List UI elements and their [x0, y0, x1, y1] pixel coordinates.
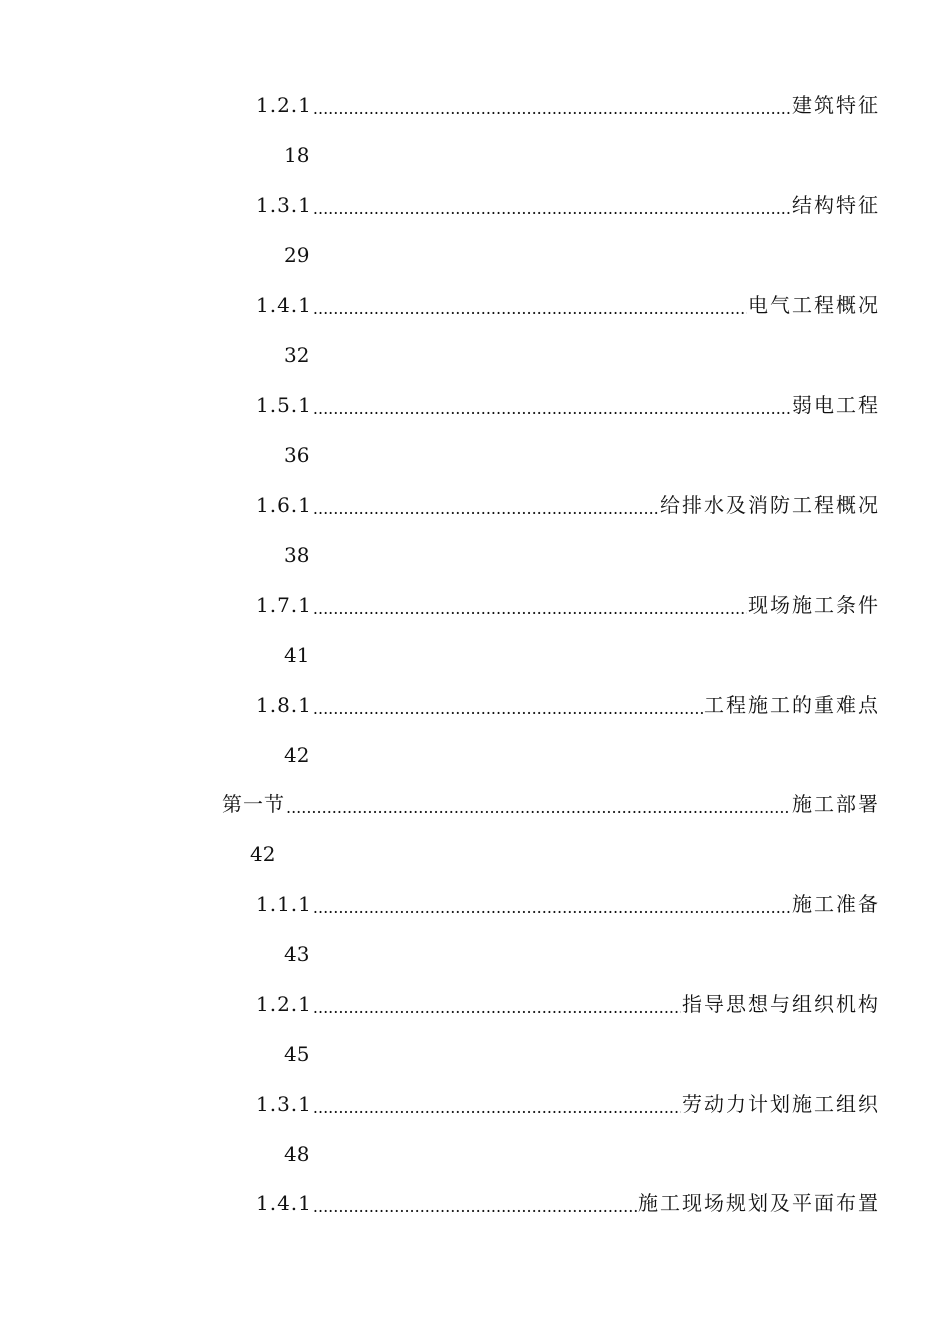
- toc-section-number: 第一节: [222, 792, 285, 816]
- dot-leader: [313, 197, 791, 215]
- dot-leader: [313, 497, 659, 515]
- toc-entry-number: 1.6.1: [256, 493, 312, 517]
- dot-leader: [313, 996, 681, 1014]
- toc-entry-title: 建筑特征: [792, 93, 880, 117]
- toc-entry-line: [256, 291, 880, 319]
- toc-entry-number: 1.5.1: [256, 393, 312, 417]
- toc-entry-page: 41: [284, 643, 310, 667]
- dot-leader: [313, 397, 791, 415]
- dot-leader: [313, 297, 747, 315]
- toc-entry-title: 现场施工条件: [748, 593, 880, 617]
- dot-leader: [313, 1195, 637, 1213]
- toc-entry-number: 1.4.1: [256, 1191, 312, 1215]
- dot-leader: [313, 97, 791, 115]
- toc-entry-page: 48: [284, 1142, 310, 1166]
- toc-entry-number: 1.1.1: [256, 892, 312, 916]
- toc-section-title: 施工部署: [792, 792, 880, 816]
- toc-entry-number: 1.3.1: [256, 193, 312, 217]
- toc-entry-page: 45: [284, 1042, 310, 1066]
- toc-entry-page: 32: [284, 343, 310, 367]
- toc-entry-title: 给排水及消防工程概况: [660, 493, 880, 517]
- toc-entry-line: [256, 1189, 880, 1217]
- toc-entry-line: [256, 591, 880, 619]
- toc-entry-line: [256, 491, 880, 519]
- toc-entry-line: [256, 391, 880, 419]
- toc-entry-number: 1.4.1: [256, 293, 312, 317]
- toc-entry-number: 1.2.1: [256, 992, 312, 1016]
- toc-entry-number: 1.8.1: [256, 693, 312, 717]
- toc-entry-line: [256, 990, 880, 1018]
- toc-entry-title: 指导思想与组织机构: [682, 992, 880, 1016]
- toc-entry-title: 电气工程概况: [748, 293, 880, 317]
- toc-entry-page: 42: [250, 842, 276, 866]
- dot-leader: [286, 796, 791, 814]
- toc-entry-line: [256, 691, 880, 719]
- toc-entry-line: [256, 890, 880, 918]
- dot-leader: [313, 597, 747, 615]
- toc-entry-title: 施工现场规划及平面布置: [638, 1191, 880, 1215]
- toc-entry-number: 1.7.1: [256, 593, 312, 617]
- toc-entry-title: 劳动力计划施工组织: [682, 1092, 880, 1116]
- toc-entry-title: 结构特征: [792, 193, 880, 217]
- toc-entry-page: 29: [284, 243, 310, 267]
- toc-entry-line: [256, 91, 880, 119]
- toc-entry-line: [256, 1090, 880, 1118]
- toc-entry-title: 施工准备: [792, 892, 880, 916]
- dot-leader: [313, 1096, 681, 1114]
- toc-entry-number: 1.2.1: [256, 93, 312, 117]
- toc-entry-page: 38: [284, 543, 310, 567]
- dot-leader: [313, 697, 703, 715]
- toc-entry-line: [222, 790, 880, 818]
- toc-entry-title: 弱电工程: [792, 393, 880, 417]
- toc-entry-page: 43: [284, 942, 310, 966]
- dot-leader: [313, 896, 791, 914]
- toc-entry-line: [256, 191, 880, 219]
- toc-entry-page: 36: [284, 443, 310, 467]
- toc-entry-page: 18: [284, 143, 310, 167]
- toc-entry-number: 1.3.1: [256, 1092, 312, 1116]
- toc-entry-page: 42: [284, 743, 310, 767]
- toc-entry-title: 工程施工的重难点: [704, 693, 880, 717]
- toc-entry[interactable]: [0, 1189, 950, 1249]
